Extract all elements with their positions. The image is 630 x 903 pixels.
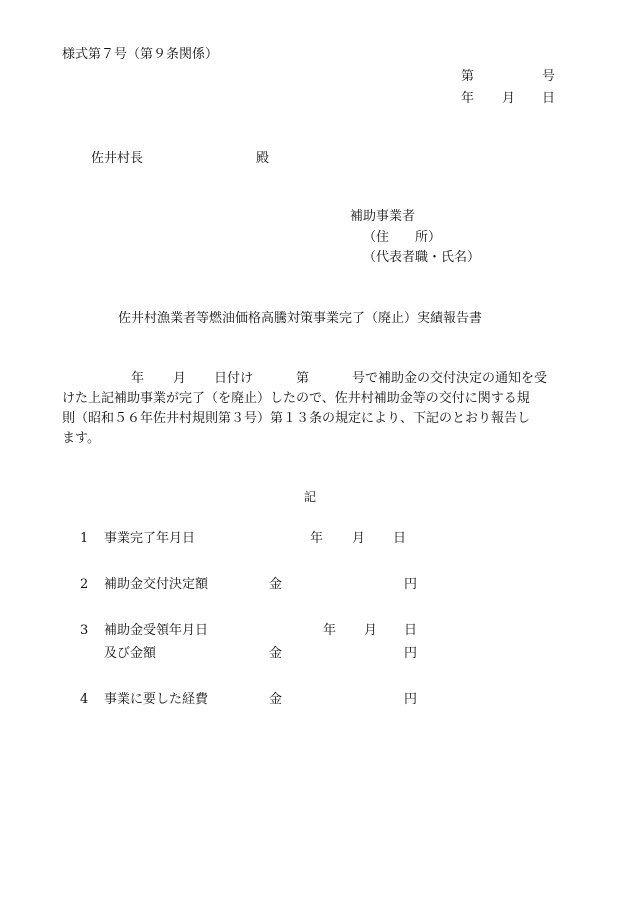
body-month: 月 [173,371,187,386]
item-4-label: 事業に要した経費 [104,692,209,707]
date-month: 月 [502,91,516,106]
applicant-label: 補助事業者 [350,209,416,224]
item-1-label: 事業完了年月日 [104,531,196,546]
item-4-currency-prefix: 金 [269,692,283,707]
form-number: 様式第７号（第９条関係） [62,47,219,62]
doc-number-prefix: 第 [461,69,475,84]
date-year: 年 [461,91,475,106]
applicant-address: （住 所） [363,230,442,245]
body-dated: 日付け [214,371,254,386]
item-4-number: 4 [80,692,89,707]
item-3-label2: 及び金額 [104,646,157,661]
body-line1: 号で補助金の交付決定の通知を受 [352,371,548,386]
item-3-year: 年 [323,623,337,638]
item-2-currency-suffix: 円 [404,577,418,592]
body-line3: 則（昭和５６年佐井村規則第３号）第１３条の規定により、下記のとおり報告し [62,411,531,426]
document-title: 佐井村漁業者等燃油価格高騰対策事業完了（廃止）実績報告書 [118,311,483,326]
item-3-day: 日 [404,623,418,638]
doc-number-suffix: 号 [542,69,556,84]
item-3-number: 3 [80,623,89,638]
body-year: 年 [131,371,145,386]
body-line4: ます。 [62,431,100,446]
item-4-currency-suffix: 円 [404,692,418,707]
item-1-day: 日 [393,531,407,546]
item-3-month: 月 [364,623,378,638]
item-3-currency-suffix: 円 [404,646,418,661]
item-2-currency-prefix: 金 [269,577,283,592]
date-day: 日 [542,91,556,106]
body-line2: けた上記補助事業が完了（を廃止）したので、佐井村補助金等の交付に関する規 [62,391,530,406]
item-1-month: 月 [352,531,366,546]
item-2-label: 補助金交付決定額 [104,577,209,592]
item-3-currency-prefix: 金 [269,646,283,661]
item-1-number: 1 [80,531,89,546]
addressee-honorific: 殿 [256,151,270,166]
addressee-name: 佐井村長 [91,151,144,166]
item-2-number: 2 [80,577,89,592]
item-3-label: 補助金受領年月日 [104,623,209,638]
note-heading: 記 [304,490,317,504]
applicant-representative: （代表者職・氏名） [363,250,481,265]
item-1-year: 年 [310,531,324,546]
body-no: 第 [296,371,310,386]
